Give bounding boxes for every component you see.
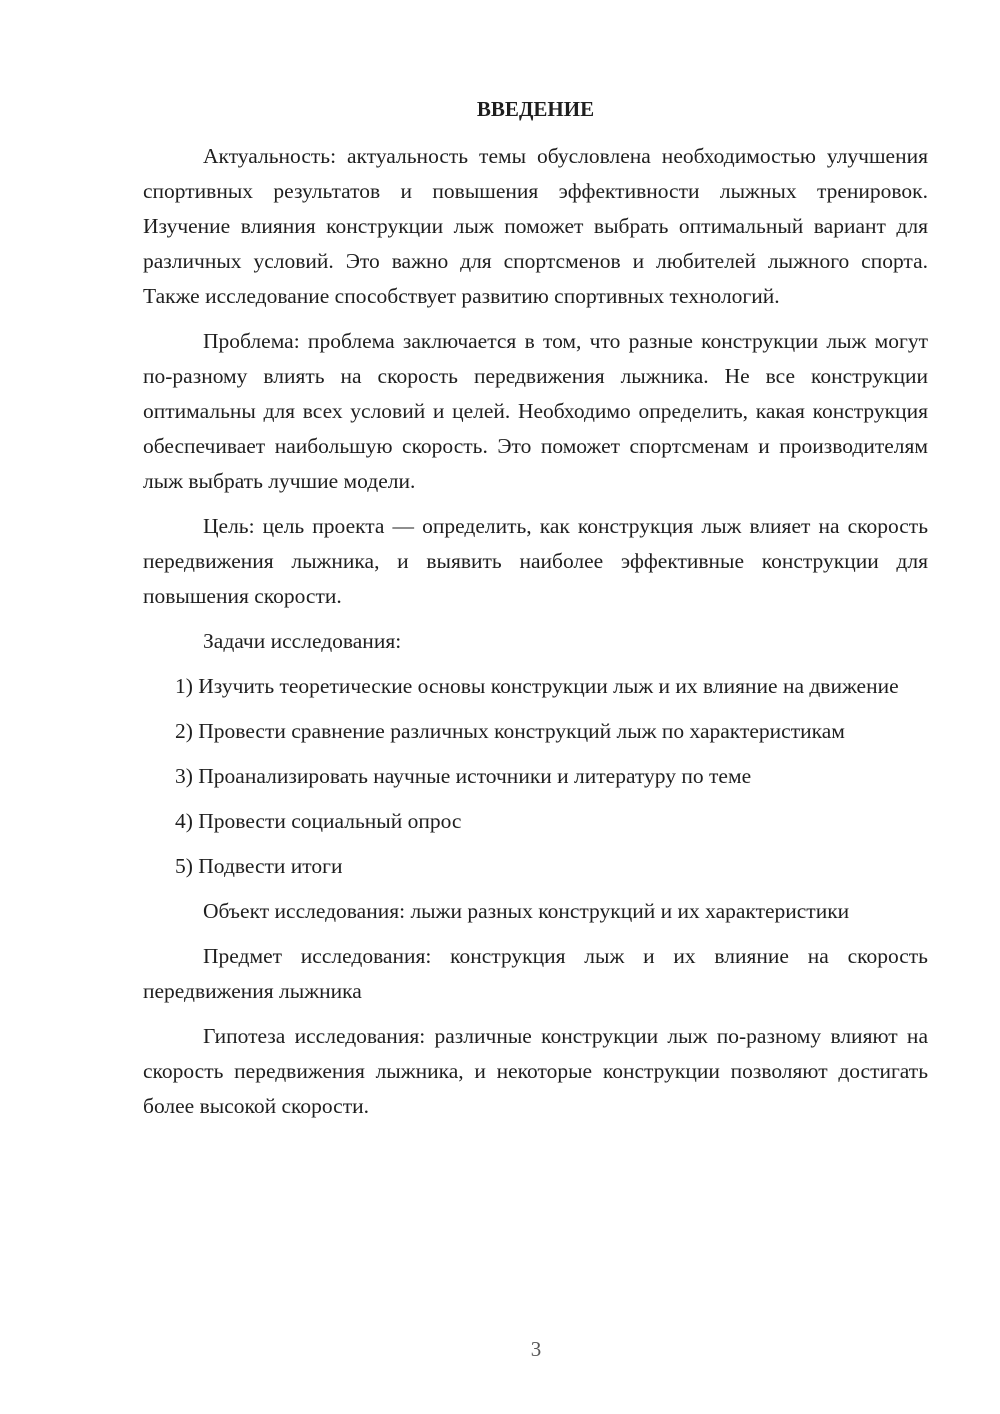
page-number: 3 xyxy=(530,1337,542,1361)
task-item: 3) Проанализировать научные источники и литературу по теме xyxy=(175,764,752,788)
page-content xyxy=(143,92,928,1134)
goal-paragraph: Цель: цель проекта — определить, как конструкция лыж влияет на скорость передвижения лыжника, и выявить наиболее эффективные конструкции для повышения скорости. xyxy=(143,514,928,608)
task-item: 1) Изучить теоретические основы конструкции лыж и их влияние на движение xyxy=(175,674,899,698)
task-item: 5) Подвести итоги xyxy=(175,854,343,878)
task-item: 2) Провести сравнение различных конструкций лыж по характеристикам xyxy=(175,719,845,743)
subject-paragraph: Предмет исследования: конструкция лыж и их влияние на скорость передвижения лыжника xyxy=(143,944,928,1003)
object-paragraph: Объект исследования: лыжи разных конструкций и их характеристики xyxy=(203,899,850,923)
task-item: 4) Провести социальный опрос xyxy=(175,809,462,833)
relevance-paragraph: Актуальность: актуальность темы обусловлена необходимостью улучшения спортивных результатов и повышения эффективности лыжных тренировок. Изучение влияния конструкции лыж поможет выбрать оптимальный вариант для различных условий. Это важно для спортсменов и любителей лыжного спорта. Также исследование способствует развитию спортивных технологий. xyxy=(143,144,928,308)
hypothesis-paragraph: Гипотеза исследования: различные конструкции лыж по-разному влияют на скорость передвижения лыжника, и некоторые конструкции позволяют достигать более высокой скорости. xyxy=(143,1024,928,1118)
problem-paragraph: Проблема: проблема заключается в том, что разные конструкции лыж могут по-разному влиять на скорость передвижения лыжника. Не все конструкции оптимальны для всех условий и целей. Необходимо определить, какая конструкция обеспечивает наибольшую скорость. Это поможет спортсменам и производителям лыж выбрать лучшие модели. xyxy=(143,329,928,493)
tasks-title: Задачи исследования: xyxy=(203,629,402,653)
page-title: ВВЕДЕНИЕ xyxy=(476,97,595,121)
